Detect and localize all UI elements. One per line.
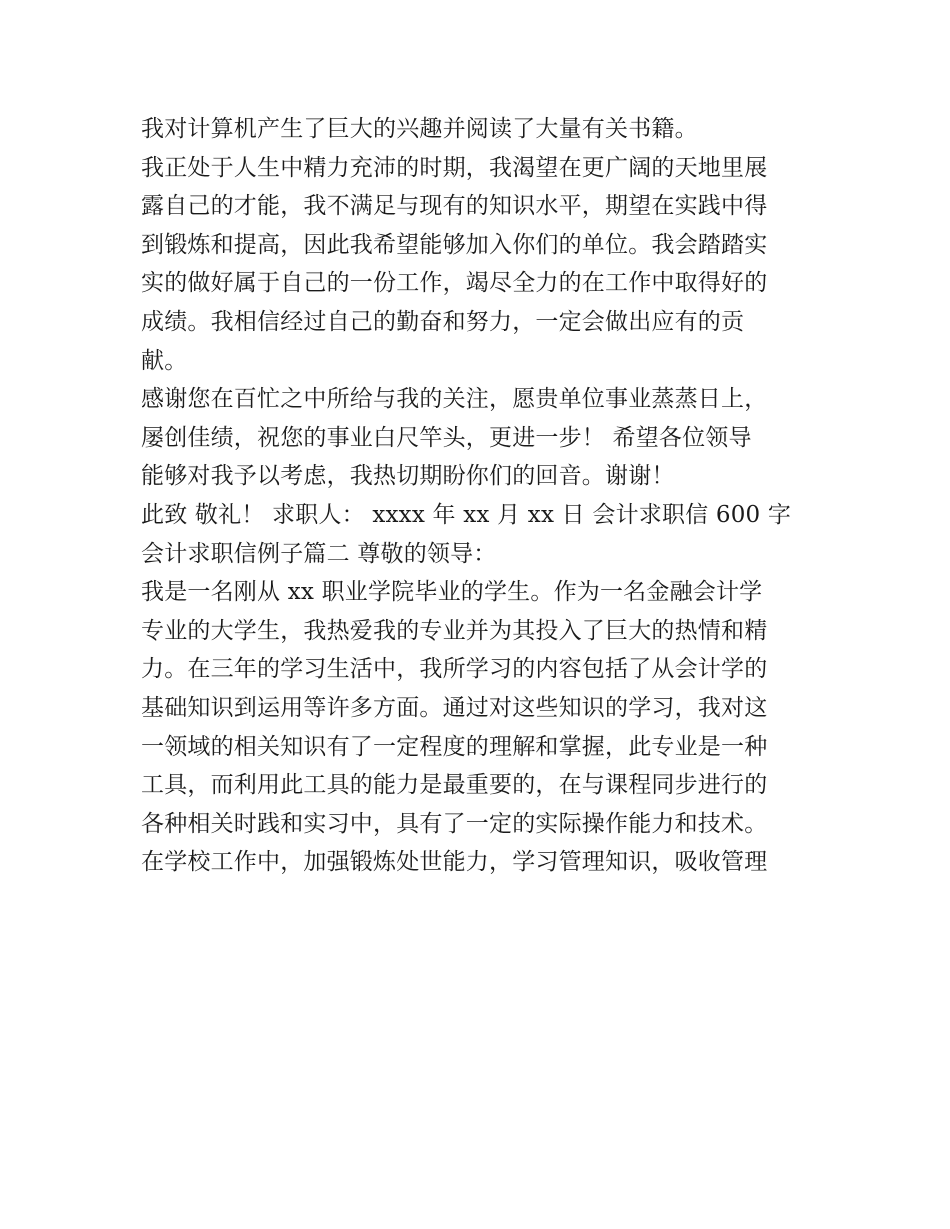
text-line: 到锻炼和提高，因此我希望能够加入你们的单位。我会踏踏实	[141, 231, 768, 258]
text-line: 一领域的相关知识有了一定程度的理解和掌握，此专业是一种	[141, 733, 768, 760]
text-line: 力。在三年的学习生活中，我所学习的内容包括了从会计学的	[141, 656, 768, 683]
text-line: 能够对我予以考虑，我热切期盼你们的回音。谢谢！	[141, 463, 675, 490]
text-line: 屡创佳绩，祝您的事业白尺竿头，更进一步！ 希望各位领导	[141, 424, 752, 451]
text-line: 会计求职信例子篇二 尊敬的领导：	[141, 540, 497, 567]
text-line: 工具，而利用此工具的能力是最重要的，在与课程同步进行的	[141, 772, 768, 799]
text-line: 感谢您在百忙之中所给与我的关注，愿贵单位事业蒸蒸日上，	[141, 386, 768, 413]
text-line: 我对计算机产生了巨大的兴趣并阅读了大量有关书籍。	[141, 116, 698, 142]
text-line: 成绩。我相信经过自己的勤奋和努力，一定会做出应有的贡	[141, 308, 745, 335]
text-line: 实的做好属于自己的一份工作，竭尽全力的在工作中取得好的	[141, 270, 768, 297]
text-line: 在学校工作中，加强锻炼处世能力，学习管理知识，吸收管理	[141, 849, 768, 876]
text-line: 献。	[141, 347, 188, 374]
text-line: 我是一名刚从 xx 职业学院毕业的学生。作为一名金融会计学	[141, 579, 763, 606]
text-line: 露自己的才能，我不满足与现有的知识水平，期望在实践中得	[141, 193, 768, 220]
text-line: 基础知识到运用等许多方面。通过对这些知识的学习，我对这	[141, 694, 768, 721]
text-line: 我正处于人生中精力充沛的时期，我渴望在更广阔的天地里展	[141, 154, 768, 181]
text-line: 各种相关时践和实习中，具有了一定的实际操作能力和技术。	[141, 810, 768, 837]
text-line: 此致 敬礼！ 求职人： xxxx 年 xx 月 xx 日 会计求职信 600 字	[141, 501, 792, 528]
document-body	[141, 110, 821, 882]
text-line: 专业的大学生，我热爱我的专业并为其投入了巨大的热情和精	[141, 617, 768, 644]
